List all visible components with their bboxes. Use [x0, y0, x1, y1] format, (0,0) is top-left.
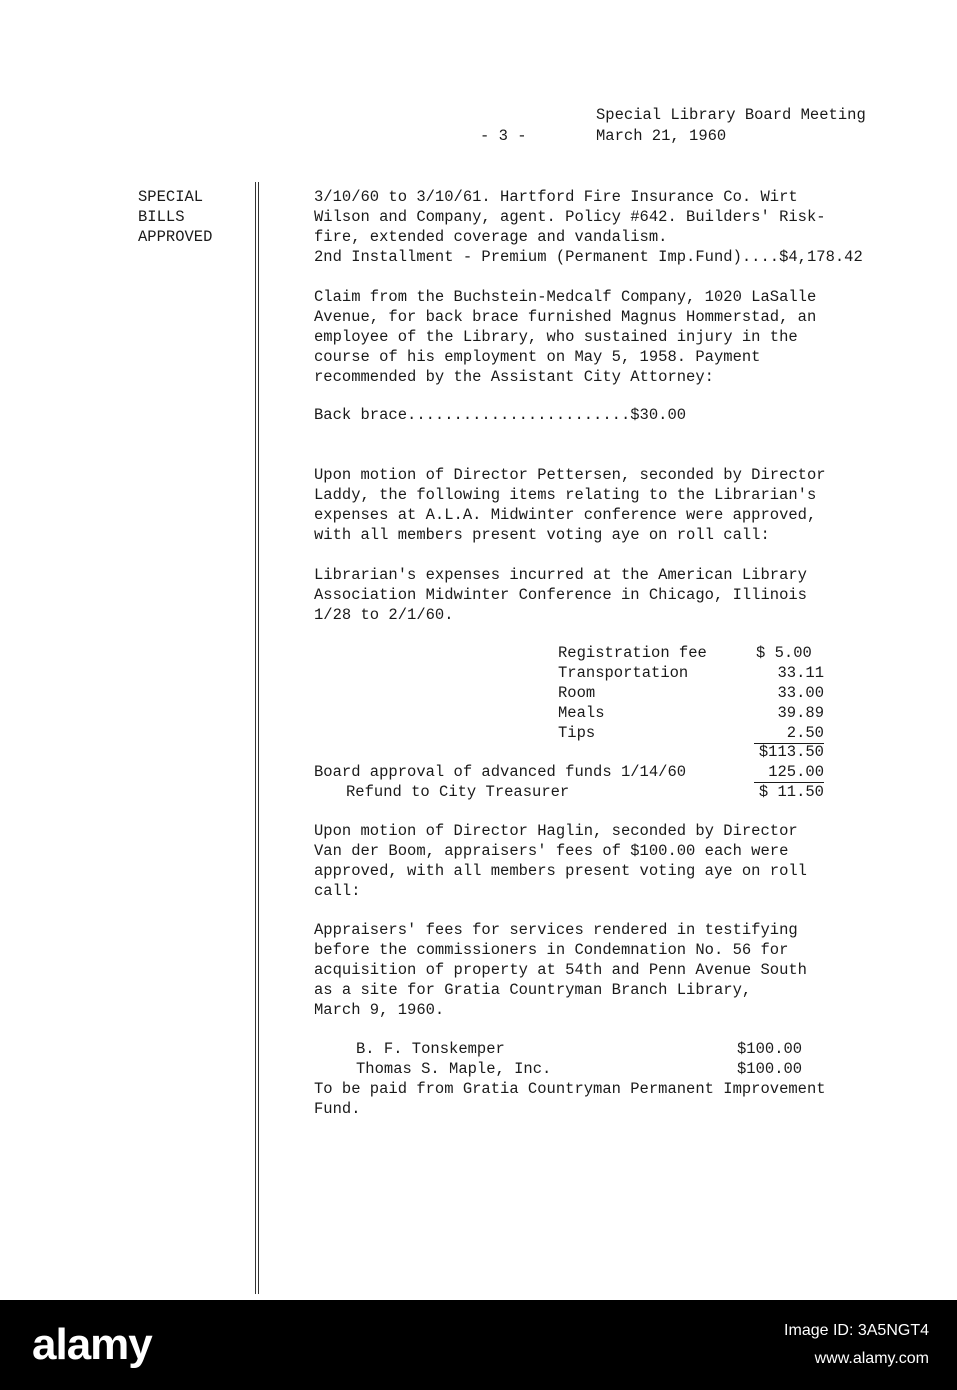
expense-amount: 2.50	[754, 723, 824, 744]
expense-amount: 39.89	[777, 704, 824, 722]
motion1-line: expenses at A.L.A. Midwinter conference were approved,	[314, 506, 817, 524]
expense-label: Room	[558, 684, 596, 702]
payee-amount: $100.00	[737, 1060, 803, 1078]
watermark-bar	[0, 1300, 957, 1390]
page-number: - 3 -	[480, 127, 527, 145]
insurance-line: 2nd Installment - Premium (Permanent Imp.Fund)....$4,178.42	[314, 248, 863, 266]
claim-line: course of his employment on May 5, 1958. Payment	[314, 348, 761, 366]
fund-line: To be paid from Gratia Countryman Permanent Improvement	[314, 1080, 826, 1098]
header-title: Special Library Board Meeting	[596, 106, 866, 124]
appraisers-line: before the commissioners in Condemnation No. 56 for	[314, 941, 789, 959]
advance-label: Board approval of advanced funds 1/14/60	[314, 763, 687, 781]
motion2-line: Van der Boom, appraisers' fees of $100.00 each were	[314, 842, 789, 860]
claim-line: Claim from the Buchstein-Medcalf Company, 1020 LaSalle	[314, 288, 817, 306]
appraisers-line: Appraisers' fees for services rendered in testifying	[314, 921, 798, 939]
expenses-intro-line: Association Midwinter Conference in Chicago, Illinois	[314, 586, 807, 604]
refund-label: Refund to City Treasurer	[346, 783, 570, 801]
expense-amount: 33.11	[777, 664, 824, 682]
expense-amount: $ 5.00	[756, 644, 812, 662]
margin-heading-line: APPROVED	[138, 228, 213, 246]
insurance-line: fire, extended coverage and vandalism.	[314, 228, 668, 246]
appraisers-line: March 9, 1960.	[314, 1001, 445, 1019]
insurance-line: 3/10/60 to 3/10/61. Hartford Fire Insurance Co. Wirt	[314, 188, 798, 206]
claim-line: Avenue, for back brace furnished Magnus Hommerstad, an	[314, 308, 817, 326]
margin-rule	[258, 182, 259, 1294]
brand-text: alamy	[32, 1320, 152, 1369]
refund-amount: $ 11.50	[758, 783, 824, 801]
site-url: www.alamy.com	[814, 1350, 929, 1367]
header-date: March 21, 1960	[596, 127, 727, 145]
margin-rule	[255, 182, 256, 1294]
claim-line: recommended by the Assistant City Attorney:	[314, 368, 714, 386]
expenses-intro-line: 1/28 to 2/1/60.	[314, 606, 454, 624]
fund-line: Fund.	[314, 1100, 361, 1118]
motion2-line: approved, with all members present voting aye on roll	[314, 862, 807, 880]
image-id: Image ID: 3A5NGT4	[784, 1322, 929, 1339]
margin-heading-line: SPECIAL	[138, 188, 204, 206]
motion1-line: Upon motion of Director Pettersen, seconded by Director	[314, 466, 826, 484]
motion1-line: with all members present voting aye on roll call:	[314, 526, 770, 544]
motion1-line: Laddy, the following items relating to the Librarian's	[314, 486, 817, 504]
motion2-line: call:	[314, 882, 361, 900]
expenses-intro-line: Librarian's expenses incurred at the American Library	[314, 566, 807, 584]
claim-item-line: Back brace........................$30.00	[314, 406, 687, 424]
expense-amount: 33.00	[777, 684, 824, 702]
insurance-line: Wilson and Company, agent. Policy #642. Builders' Risk-	[314, 208, 826, 226]
appraisers-line: acquisition of property at 54th and Penn Avenue South	[314, 961, 807, 979]
expense-total: $113.50	[758, 743, 824, 761]
expense-label: Tips	[558, 724, 596, 742]
claim-line: employee of the Library, who sustained injury in the	[314, 328, 798, 346]
expense-label: Transportation	[558, 664, 689, 682]
brand-logo	[32, 1320, 152, 1370]
payee-amount: $100.00	[737, 1040, 803, 1058]
advance-amount: 125.00	[754, 762, 824, 783]
appraisers-line: as a site for Gratia Countryman Branch Library,	[314, 981, 752, 999]
payee-name: Thomas S. Maple, Inc.	[356, 1060, 552, 1078]
payee-name: B. F. Tonskemper	[356, 1040, 505, 1058]
expense-label: Meals	[558, 704, 605, 722]
margin-heading-line: BILLS	[138, 208, 185, 226]
expense-label: Registration fee	[558, 644, 707, 662]
motion2-line: Upon motion of Director Haglin, seconded by Director	[314, 822, 798, 840]
